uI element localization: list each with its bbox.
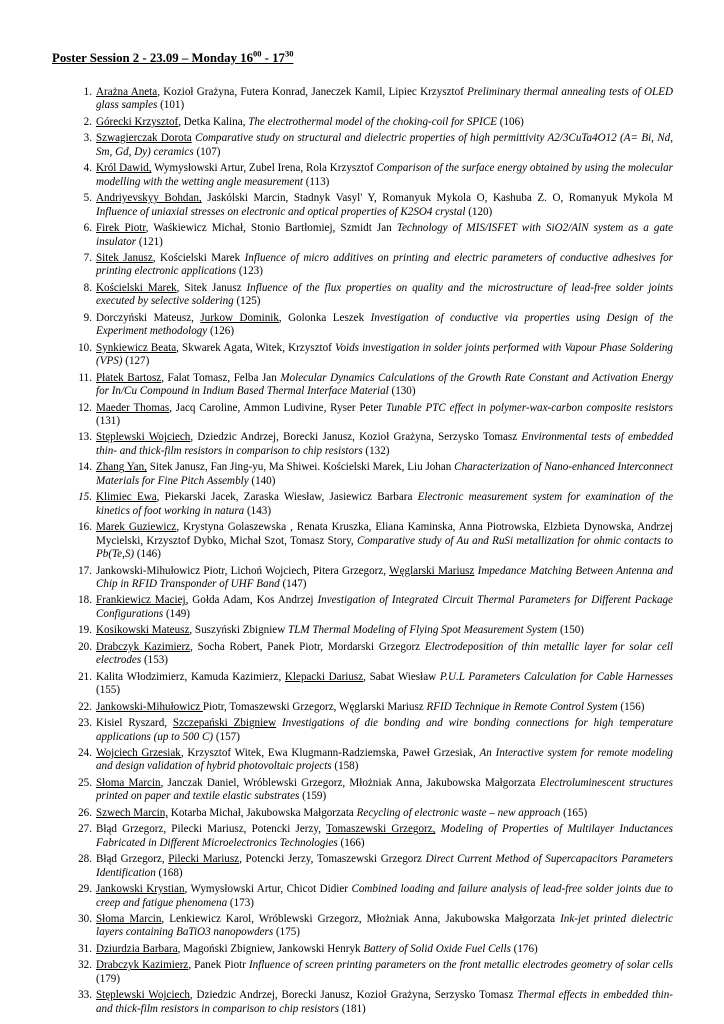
- entry-number: 30.: [78, 913, 92, 926]
- poster-entry: [72, 192, 673, 219]
- entry-authors-after: , Dziedzic Andrzej, Borecki Janusz, Kozioł Grażyna, Serzysko Tomasz: [190, 431, 522, 444]
- entry-authors-after: , Kozioł Grażyna, Futera Konrad, Janeczek Kamil, Lipiec Krzysztof: [157, 86, 468, 98]
- entry-page-ref: (179): [96, 972, 121, 985]
- entry-page-ref: (173): [227, 896, 254, 909]
- entry-page-ref: (127): [122, 355, 150, 368]
- entry-page-ref: (156): [617, 700, 645, 713]
- entry-authors-after: , Krystyna Golaszewska , Renata Kruszka, Eliana Kaminska, Anna Piotrowska, Elzbieta Dynowska, Andrzej Mycielski, Krzysztof Dybko, Michał Szot, Tomasz Story,: [96, 521, 673, 547]
- entry-presenter: Andriyevskyy Bohdan,: [96, 192, 202, 205]
- entry-presenter: Drabczyk Kazimierz: [96, 640, 191, 653]
- entry-title: Direct Current Method of Supercapacitors Parameters Identification: [96, 853, 673, 879]
- entry-title: Modeling of Properties of Multilayer Inductances Fabricated in Different Microelectronics Technologies: [96, 823, 674, 849]
- entry-presenter: Jankowski-Mihułowicz: [96, 700, 203, 713]
- session-start-minutes: 00: [252, 48, 262, 59]
- entry-title: Influence of screen printing parameters on the front metallic electrodes geometry of solar cells: [248, 959, 673, 972]
- entry-title: Battery of Solid Oxide Fuel Cells: [363, 942, 511, 955]
- entry-number: 26.: [78, 806, 92, 819]
- entry-page-ref: (147): [279, 577, 307, 590]
- entry-page-ref: (107): [193, 145, 221, 158]
- entry-title: Technology of MIS/ISFET with SiO2/AlN system as a gate insulator: [96, 222, 674, 248]
- entry-number: 16.: [78, 521, 92, 534]
- entry-number: 25.: [78, 776, 92, 789]
- entry-number: 19.: [78, 624, 92, 637]
- entry-number: 11.: [78, 371, 92, 384]
- entry-title: Comparative study on structural and dielectric properties of high permittivity A2/3CuTa4O12 (A= Bi, Nd, Sm, Gd, Dy) ceramics: [96, 132, 673, 158]
- entry-presenter: Klimiec Ewa: [96, 491, 157, 504]
- entry-page-ref: (157): [213, 730, 240, 743]
- entry-presenter: Zhang Yan,: [96, 461, 147, 474]
- entry-title: Molecular Dynamics Calculations of the Growth Rate Constant and Activation Energy for In/Cu Compound in Indium Based Thermal Interface Material: [96, 371, 673, 398]
- poster-entry: [72, 853, 673, 880]
- session-end-minutes: 30: [284, 48, 294, 59]
- entry-number: 4.: [83, 162, 92, 175]
- entry-number: 2.: [83, 115, 92, 128]
- entry-number: 15.: [78, 491, 92, 504]
- entry-title: Preliminary thermal annealing tests of OLED glass samples: [96, 86, 673, 112]
- entry-number: 28.: [78, 853, 92, 866]
- poster-entry: [72, 777, 673, 804]
- entry-page-ref: (131): [96, 414, 121, 427]
- poster-entry: [72, 372, 673, 399]
- poster-entry: [72, 431, 673, 458]
- entry-number: 32.: [78, 959, 92, 972]
- entry-presenter: Sitek Janusz: [96, 252, 153, 265]
- entry-title: RFID Technique in Remote Control System: [426, 700, 618, 713]
- entry-number: 33.: [78, 989, 92, 1002]
- poster-entry: [72, 959, 673, 986]
- entry-number: 22.: [78, 700, 92, 713]
- entry-page-ref: (113): [302, 175, 330, 188]
- poster-entry: [72, 491, 673, 518]
- entry-number: 1.: [83, 86, 92, 98]
- entry-number: 17.: [78, 564, 92, 577]
- entry-presenter: Maeder Thomas: [96, 401, 170, 414]
- entry-number: 21.: [78, 670, 92, 683]
- entry-presenter: Górecki Krzysztof: [96, 115, 179, 128]
- entry-number: 27.: [78, 823, 92, 836]
- poster-entry: [72, 943, 673, 956]
- entry-title: The electrothermal model of the choking-coil for SPICE: [248, 115, 498, 128]
- entry-page-ref: (149): [163, 607, 191, 620]
- entry-presenter: Słoma Marcin: [96, 776, 161, 789]
- entry-authors-after: Wymysłowski Artur, Zubel Irena, Rola Krzysztof: [151, 162, 377, 175]
- entry-title: Influence of uniaxial stresses on electronic and optical properties of K2SO4 crystal: [96, 205, 466, 218]
- entry-authors-after: , Waśkiewicz Michał, Stonio Bartłomiej, Szmidt Jan: [145, 222, 397, 235]
- entry-title: Characterization of Nano-enhanced Interconnect Materials for Fine Pitch Assembly: [96, 461, 673, 487]
- entry-authors-after: , Gołda Adam, Kos Andrzej: [185, 594, 318, 607]
- entry-presenter: Szczepański Zbigniew: [172, 717, 277, 730]
- entry-presenter: Szwagierczak Dorota: [96, 132, 192, 145]
- poster-entry: [72, 701, 673, 714]
- entry-presenter: Jurkow Dominik: [200, 311, 279, 324]
- entry-number: 3.: [83, 132, 92, 145]
- entry-presenter: Stęplewski Wojciech: [96, 431, 191, 444]
- entry-authors-after: , Lenkiewicz Karol, Wróblewski Grzegorz, Młożniak Anna, Jakubowska Małgorzata: [161, 913, 561, 926]
- poster-entry: [72, 883, 673, 910]
- entry-title: Voids investigation in solder joints performed with Vapour Phase Soldering (VPS): [96, 341, 673, 368]
- entry-number: 20.: [78, 640, 92, 653]
- entry-authors-after: , Kościelski Marek: [152, 252, 245, 265]
- entry-page-ref: (175): [273, 926, 301, 939]
- entry-authors-after: Piotr, Tomaszewski Grzegorz, Węglarski Mariusz: [202, 700, 427, 713]
- entry-authors-after: , Jacq Caroline, Ammon Ludivine, Ryser Peter: [169, 401, 386, 414]
- entry-authors-after: , Sitek Janusz: [176, 281, 247, 294]
- entry-page-ref: (166): [337, 836, 365, 849]
- entry-authors-before: Błąd Grzegorz, Pilecki Mariusz, Potencki Jerzy,: [96, 823, 326, 836]
- entry-authors-after: Jaskólski Marcin, Stadnyk Vasyl' Y, Romanyuk Mykola O, Kashuba Z. O, Romanyuk Mykola M: [201, 192, 673, 205]
- poster-entry: [72, 624, 673, 637]
- entry-authors-after: , Detka Kalina,: [178, 115, 249, 128]
- poster-entry: [72, 342, 673, 369]
- entry-number: 7.: [83, 252, 92, 265]
- poster-entry: [72, 594, 673, 621]
- entry-number: 8.: [83, 281, 92, 294]
- entry-page-ref: (120): [465, 205, 493, 218]
- entry-number: 31.: [78, 942, 92, 955]
- poster-entry: [72, 521, 673, 561]
- entry-page-ref: (176): [510, 942, 538, 955]
- entry-authors-after: , Janczak Daniel, Wróblewski Grzegorz, Młożniak Anna, Jakubowska Małgorzata: [160, 776, 540, 789]
- entry-title: Investigation of conductive via properties using Design of the Experiment methodology: [96, 311, 674, 338]
- entry-number: 23.: [78, 717, 92, 730]
- entry-title: Electroluminescent structures printed on paper and textile elastic substrates: [96, 776, 673, 803]
- poster-entry: [72, 807, 673, 820]
- entry-title: Influence of micro additives on printing and electric parameters of conductive adhesives for printing electronic applications: [96, 252, 673, 278]
- entry-title: An Interactive system for remote modeling and design validation of hybrid photovoltaic projects: [96, 747, 673, 773]
- entry-presenter: Tomaszewski Grzegorz,: [325, 823, 436, 836]
- entry-authors-before: Kisiel Ryszard,: [96, 717, 173, 730]
- entry-number: 29.: [78, 883, 92, 896]
- poster-entry: [72, 252, 673, 279]
- entry-authors-after: , Magoński Zbigniew, Jankowski Henryk: [177, 942, 364, 955]
- entry-number: 6.: [83, 222, 92, 235]
- entry-number: 13.: [78, 431, 92, 444]
- entry-authors-after: , Falat Tomasz, Felba Jan: [161, 371, 281, 384]
- entry-title: Investigations of die bonding and wire bonding connections for high temperature applications (up to 500 C): [96, 717, 674, 743]
- entry-page-ref: (130): [388, 385, 416, 398]
- entry-authors-after: , Suszyński Zbigniew: [189, 624, 288, 637]
- poster-entry: [72, 989, 673, 1016]
- entry-presenter: Pilecki Mariusz: [168, 853, 240, 866]
- entry-authors-after: , Panek Piotr: [188, 959, 249, 972]
- poster-entry: [72, 282, 673, 309]
- entry-page-ref: (165): [560, 806, 588, 819]
- entry-page-ref: (181): [338, 1002, 366, 1015]
- entry-authors-after: , Skwarek Agata, Witek, Krzysztof: [176, 341, 335, 354]
- entry-authors-after: , Socha Robert, Panek Piotr, Mordarski Grzegorz: [190, 640, 425, 653]
- entry-presenter: Dziurdzia Barbara: [96, 942, 178, 955]
- poster-entry: [72, 86, 673, 113]
- entry-presenter: Firek Piotr: [96, 222, 146, 235]
- entry-title: Combined loading and failure analysis of lead-free solder joints due to creep and fatigue phenomena: [96, 883, 673, 909]
- poster-entry: [72, 312, 673, 339]
- entry-page-ref: (132): [362, 444, 390, 457]
- entry-presenter: Szwech Marcin,: [96, 806, 169, 819]
- entry-number: 12.: [78, 401, 92, 414]
- entry-page-ref: (143): [244, 504, 272, 517]
- poster-entry: [72, 162, 673, 189]
- entry-presenter: Frankiewicz Maciej: [96, 594, 186, 607]
- entry-title: Influence of the flux properties on quality and the microstructure of lead-free solder joints executed by selective soldering: [96, 281, 674, 308]
- entry-page-ref: (125): [233, 295, 261, 308]
- poster-entry: [72, 116, 673, 129]
- entry-page-ref: (153): [141, 654, 168, 667]
- poster-entry: [72, 222, 673, 249]
- entry-page-ref: (126): [207, 325, 235, 338]
- entry-presenter: Marek Guziewicz: [96, 521, 177, 534]
- entry-title: Recycling of electronic waste – new approach: [356, 806, 561, 819]
- entry-title: Investigation of Integrated Circuit Thermal Parameters for Different Package Configurations: [96, 594, 673, 620]
- entry-title: Environmental tests of embedded thin- and thick-film resistors in comparison to chip resistors: [96, 431, 673, 457]
- session-heading-text: Poster Session 2 - 23.09 – Monday 16: [52, 51, 253, 65]
- entry-title: Thermal effects in embedded thin- and thick-film resistors in comparison to chip resistors: [96, 989, 673, 1015]
- entry-page-ref: (101): [157, 99, 185, 112]
- entry-presenter: Węglarski Mariusz: [389, 564, 475, 577]
- entry-authors-after: , Krzysztof Witek, Ewa Klugmann-Radziemska, Paweł Grzesiak,: [180, 747, 480, 760]
- entry-number: 5.: [83, 192, 92, 205]
- entry-authors-after: , Dziedzic Andrzej, Borecki Janusz, Kozioł Grażyna, Serzysko Tomasz: [189, 989, 518, 1002]
- entry-page-ref: (168): [155, 866, 183, 879]
- entry-authors-before: Błąd Grzegorz,: [96, 853, 169, 866]
- entry-presenter: Król Dawid,: [96, 162, 152, 175]
- poster-entry: [72, 747, 673, 774]
- entry-number: 14.: [78, 461, 92, 474]
- poster-entry: [72, 402, 673, 429]
- entry-authors-after: Sitek Janusz, Fan Jing-yu, Ma Shiwei. Kościelski Marek, Liu Johan: [146, 461, 455, 474]
- entry-page-ref: (106): [497, 115, 524, 128]
- entry-authors-before: Dorczyński Mateusz,: [96, 311, 201, 324]
- entry-presenter: Jankowski Krystian: [96, 883, 185, 896]
- entry-authors-after: , Potencki Jerzy, Tomaszewski Grzegorz: [239, 853, 426, 866]
- entry-page-ref: (123): [236, 265, 263, 278]
- entry-title: P.U.L Parameters Calculation for Cable Harnesses: [439, 670, 673, 683]
- entry-page-ref: (158): [331, 760, 359, 773]
- entry-number: 18.: [78, 594, 92, 607]
- entry-page-ref: (155): [96, 684, 121, 697]
- poster-entry: [72, 641, 673, 668]
- session-heading-dash: - 17: [261, 51, 285, 65]
- entry-presenter: Drabczyk Kazimierz: [96, 959, 189, 972]
- entry-authors-before: Kalita Włodzimierz, Kamuda Kazimierz,: [96, 670, 285, 683]
- entry-title: Impedance Matching Between Antenna and Chip in RFID Transponder of UHF Band: [96, 564, 673, 590]
- poster-entry: [72, 461, 673, 488]
- entry-page-ref: (150): [557, 624, 584, 637]
- poster-entry: [72, 565, 673, 592]
- entry-authors-before: Jankowski-Mihułowicz Piotr, Lichoń Wojciech, Pitera Grzegorz,: [96, 564, 390, 577]
- entry-title: Tunable PTC effect in polymer-wax-carbon composite resistors: [385, 401, 673, 414]
- poster-entry: [72, 671, 673, 698]
- entry-number: 9.: [83, 311, 92, 324]
- entry-authors-after: , Piekarski Jacek, Zaraska Wiesław, Jasiewicz Barbara: [156, 491, 418, 504]
- entry-title: Electronic measurement system for examination of the kinetics of foot working in natura: [96, 491, 673, 517]
- entry-page-ref: (140): [248, 474, 276, 487]
- entry-presenter: Kosikowski Mateusz: [96, 624, 190, 637]
- entry-page-ref: (146): [134, 548, 161, 560]
- entry-authors-after: , Golonka Leszek: [278, 311, 371, 324]
- entry-presenter: Klepacki Dariusz: [284, 670, 364, 683]
- poster-list: [72, 86, 673, 1019]
- entry-authors-after: , Wymysłowski Artur, Chicot Didier: [184, 883, 352, 896]
- entry-presenter: Stęplewski Wojciech: [96, 989, 190, 1002]
- poster-entry: [72, 717, 673, 744]
- session-heading: [52, 50, 293, 66]
- entry-presenter: Wojciech Grzesiak: [96, 747, 181, 760]
- poster-entry: [72, 913, 673, 940]
- entry-title: Comparison of the surface energy obtained by using the molecular modelling with the wetting angle measurement: [96, 162, 673, 188]
- poster-entry: [72, 132, 673, 159]
- entry-title: Ink-jet printed dielectric layers containing BaTiO3 nanopowders: [96, 913, 673, 939]
- entry-number: 24.: [78, 747, 92, 760]
- poster-entry: [72, 823, 673, 850]
- entry-presenter: Arażna Aneta: [96, 86, 158, 98]
- entry-presenter: Płatek Bartosz: [96, 371, 162, 384]
- entry-presenter: Słoma Marcin: [96, 913, 162, 926]
- entry-page-ref: (159): [299, 790, 327, 803]
- entry-presenter: Synkiewicz Beata: [96, 341, 177, 354]
- entry-title: TLM Thermal Modeling of Flying Spot Measurement System: [287, 624, 558, 637]
- entry-number: 10.: [78, 341, 92, 354]
- entry-title: Comparative study of Au and RuSi metallization for ohmic contacts to Pb(Te,S): [96, 534, 673, 560]
- entry-presenter: Kościelski Marek: [96, 281, 177, 294]
- entry-authors-after: , Sabat Wiesław: [363, 670, 440, 683]
- entry-page-ref: (121): [136, 235, 163, 248]
- entry-authors-after: Kotarba Michał, Jakubowska Małgorzata: [168, 806, 357, 819]
- entry-title: Electrodeposition of thin metallic layer for solar cell electrodes: [96, 640, 673, 667]
